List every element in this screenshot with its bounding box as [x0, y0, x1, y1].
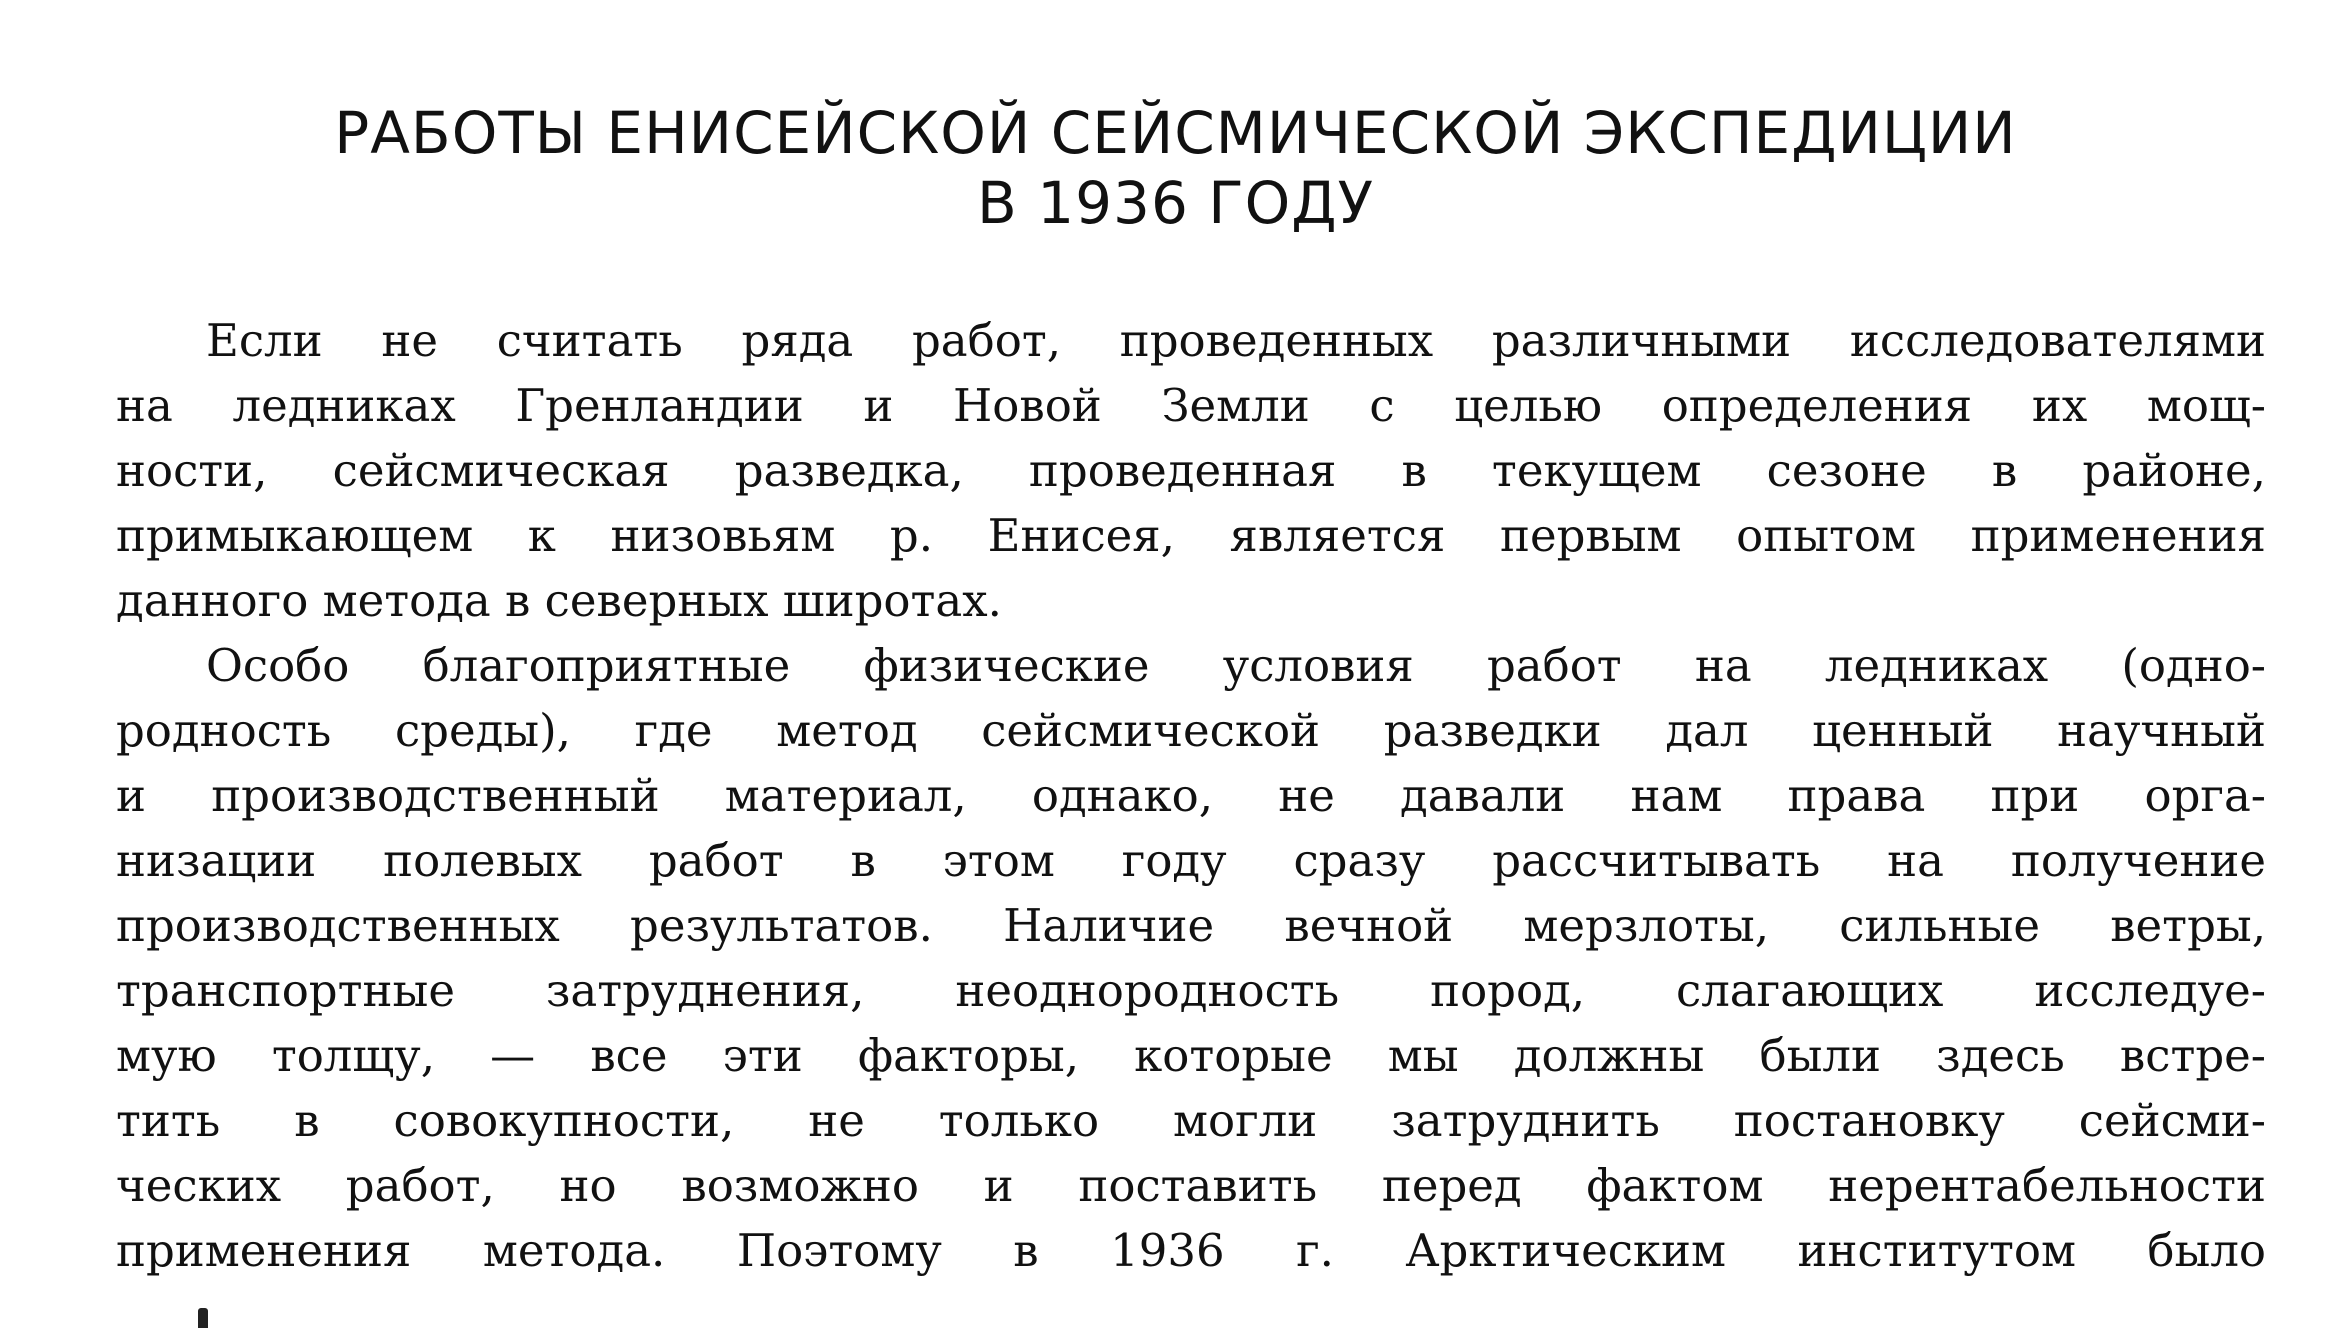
- article-title: [0, 98, 2351, 238]
- paragraph-line: ческих работ, но возможно и поставить перед фактом нерентабельности: [116, 1159, 2266, 1212]
- paragraph-line: родность среды), где метод сейсмической разведки дал ценный научный: [116, 704, 2266, 757]
- paragraph-line: мую толщу, — все эти факторы, которые мы должны были здесь встре-: [116, 1029, 2266, 1082]
- paragraph-line: Особо благоприятные физические условия работ на ледниках (одно-: [206, 639, 2266, 692]
- paragraph-line: примыкающем к низовьям р. Енисея, является первым опытом применения: [116, 509, 2266, 562]
- article-body: [116, 308, 2266, 1283]
- paragraph-line: низации полевых работ в этом году сразу рассчитывать на получение: [116, 834, 2266, 887]
- print-speck: [198, 1308, 208, 1328]
- paragraph-line: Если не считать ряда работ, проведенных различными исследователями: [206, 314, 2266, 367]
- title-line-1: РАБОТЫ ЕНИСЕЙСКОЙ СЕЙСМИЧЕСКОЙ ЭКСПЕДИЦИИ: [334, 99, 2017, 167]
- paragraph-line: ности, сейсмическая разведка, проведенная в текущем сезоне в районе,: [116, 444, 2266, 497]
- paragraph-1: [116, 308, 2266, 633]
- paragraph-2: [116, 633, 2266, 1283]
- title-line-2: В 1936 ГОДУ: [977, 169, 1374, 237]
- paragraph-line: и производственный материал, однако, не давали нам права при орга-: [116, 769, 2266, 822]
- paragraph-line: данного метода в северных широтах.: [116, 574, 1002, 627]
- paragraph-line: на ледниках Гренландии и Новой Земли с целью определения их мощ-: [116, 379, 2266, 432]
- paragraph-line: тить в совокупности, не только могли затруднить постановку сейсми-: [116, 1094, 2266, 1147]
- paragraph-line: применения метода. Поэтому в 1936 г. Арктическим институтом было: [116, 1224, 2266, 1277]
- paragraph-line: транспортные затруднения, неоднородность пород, слагающих исследуе-: [116, 964, 2266, 1017]
- paragraph-line: производственных результатов. Наличие вечной мерзлоты, сильные ветры,: [116, 899, 2266, 952]
